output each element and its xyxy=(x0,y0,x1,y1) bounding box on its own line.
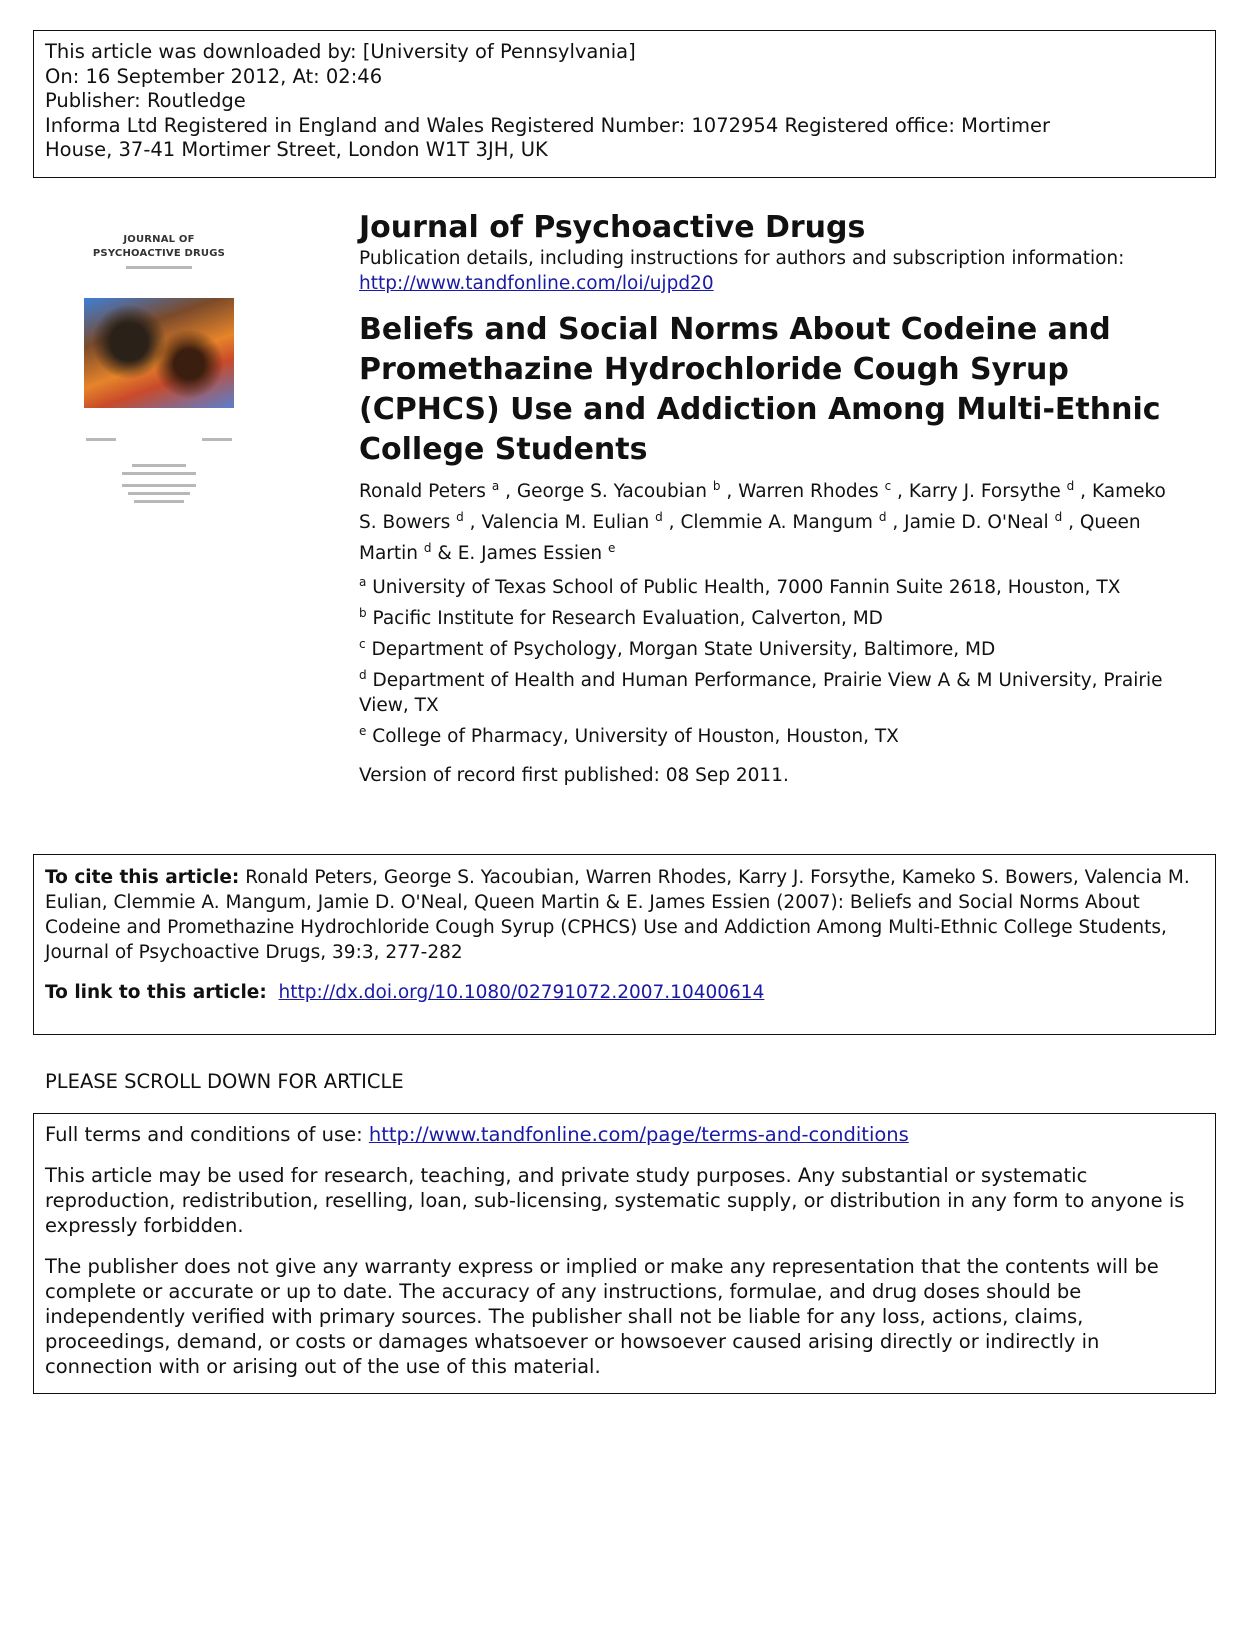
journal-info xyxy=(359,210,1189,788)
affiliation-marker: a xyxy=(359,575,367,589)
author-separator: , xyxy=(720,481,739,502)
terms-label: Full terms and conditions of use: xyxy=(45,1123,363,1146)
author-affiliation-marker: a xyxy=(491,479,500,493)
download-line: House, 37-41 Mortimer Street, London W1T 3JH, UK xyxy=(45,138,548,161)
author-affiliation-marker: d xyxy=(1054,510,1063,524)
author-affiliation-marker: d xyxy=(655,510,663,524)
journal-title: Journal of Psychoactive Drugs xyxy=(359,210,866,245)
scroll-notice: PLEASE SCROLL DOWN FOR ARTICLE xyxy=(45,1070,404,1093)
cover-title-line: JOURNAL OF xyxy=(123,234,195,245)
journal-cover-image xyxy=(76,228,242,508)
author-separator: , xyxy=(499,481,517,502)
author-separator: , xyxy=(1062,512,1080,533)
author-name: Queen Martin xyxy=(359,512,1141,564)
version-of-record: Version of record first published: 08 Sep 2011. xyxy=(359,765,789,786)
cite-label: To cite this article: xyxy=(45,867,240,888)
download-info-box xyxy=(33,30,1216,178)
download-line: On: 16 September 2012, At: 02:46 xyxy=(45,64,383,88)
author-affiliation-marker: d xyxy=(456,510,464,524)
affiliation xyxy=(359,637,1189,662)
author-name: Jamie D. O'Neal xyxy=(904,512,1049,533)
download-line: Informa Ltd Registered in England and Wales Registered Number: 1072954 Registered office: Mortimer xyxy=(45,113,1050,137)
download-line: Publisher: Routledge xyxy=(45,89,246,112)
cite-text: Ronald Peters, George S. Yacoubian, Warren Rhodes, Karry J. Forsythe, Kameko S. Bowers, Valencia M. Eulian, Clemmie A. Mangum, Jamie D. O'Neal, Queen Martin & E. James Essien (2007): Beliefs and Social Norms About Codeine and Promethazine Hydrochloride Cough Syrup (CPHCS) Use and Addiction Among Multi-Ethnic College Students, Journal of Psychoactive Drugs, 39:3, 277-282 xyxy=(45,867,1190,963)
link-label: To link to this article: xyxy=(45,982,267,1003)
author-name: Karry J. Forsythe xyxy=(908,481,1061,502)
author-name: George S. Yacoubian xyxy=(516,481,707,502)
affiliation-text: University of Texas School of Public Health, 7000 Fannin Suite 2618, Houston, TX xyxy=(372,577,1121,598)
doi-link[interactable]: http://dx.doi.org/10.1080/02791072.2007.10400614 xyxy=(278,982,765,1003)
affiliation-marker: e xyxy=(359,724,367,738)
author-name: Ronald Peters xyxy=(359,481,486,502)
author-affiliation-marker: d xyxy=(1066,479,1075,493)
affiliation xyxy=(359,724,1189,749)
cover-artwork xyxy=(84,298,234,408)
author-affiliation-marker: e xyxy=(608,541,616,555)
citation-box xyxy=(33,854,1216,1035)
affiliation xyxy=(359,668,1189,718)
affiliation-marker: c xyxy=(359,637,366,651)
affiliation xyxy=(359,606,1189,631)
author-separator: , xyxy=(886,512,905,533)
terms-paragraph: The publisher does not give any warranty express or implied or make any representation that the contents will be complete or accurate or up to date. The accuracy of any instructions, formulae, and drug doses should be independently verified with primary sources. The publisher shall not be liable for any loss, actions, claims, proceedings, demand, or costs or damages whatsoever or howsoever caused arising directly or indirectly in connection with or arising out of the use of this material. xyxy=(45,1255,1159,1378)
affiliation-text: College of Pharmacy, University of Houston, Houston, TX xyxy=(372,726,899,747)
affiliation-text: Department of Health and Human Performance, Prairie View A & M University, Prairie View, TX xyxy=(359,670,1163,716)
author-affiliation-marker: d xyxy=(878,510,887,524)
author-name: Valencia M. Eulian xyxy=(481,512,650,533)
cover-title-line: PSYCHOACTIVE DRUGS xyxy=(92,248,226,259)
author-separator: & xyxy=(431,543,458,564)
author-affiliation-marker: d xyxy=(423,541,432,555)
author-name: Kameko S. Bowers xyxy=(359,481,1166,533)
affiliation-list xyxy=(359,575,1189,749)
author-list xyxy=(359,476,1189,569)
affiliation xyxy=(359,575,1189,600)
affiliation-marker: d xyxy=(359,668,367,682)
terms-paragraph: This article may be used for research, teaching, and private study purposes. Any substantial or systematic reproduction, redistribution, reselling, loan, sub-licensing, systematic supply, or distribution in any form to anyone is expressly forbidden. xyxy=(45,1164,1185,1237)
journal-url-link[interactable]: http://www.tandfonline.com/loi/ujpd20 xyxy=(359,273,714,294)
publication-details: Publication details, including instructions for authors and subscription information: xyxy=(359,248,1125,269)
author-name: E. James Essien xyxy=(457,543,603,564)
author-separator: , xyxy=(1074,481,1092,502)
author-separator: , xyxy=(463,512,482,533)
author-separator: , xyxy=(891,481,909,502)
terms-box xyxy=(33,1113,1216,1394)
affiliation-text: Department of Psychology, Morgan State University, Baltimore, MD xyxy=(371,639,996,660)
author-affiliation-marker: b xyxy=(712,479,721,493)
affiliation-marker: b xyxy=(359,606,367,620)
affiliation-text: Pacific Institute for Research Evaluation, Calverton, MD xyxy=(372,608,883,629)
download-line: This article was downloaded by: [University of Pennsylvania] xyxy=(45,40,636,63)
terms-link[interactable]: http://www.tandfonline.com/page/terms-and-conditions xyxy=(368,1123,909,1146)
author-name: Clemmie A. Mangum xyxy=(680,512,873,533)
article-title: Beliefs and Social Norms About Codeine and Promethazine Hydrochloride Cough Syrup (CPHCS) Use and Addiction Among Multi-Ethnic College Students xyxy=(359,312,1161,467)
author-name: Warren Rhodes xyxy=(738,481,879,502)
author-separator: , xyxy=(662,512,681,533)
author-affiliation-marker: c xyxy=(884,479,892,493)
